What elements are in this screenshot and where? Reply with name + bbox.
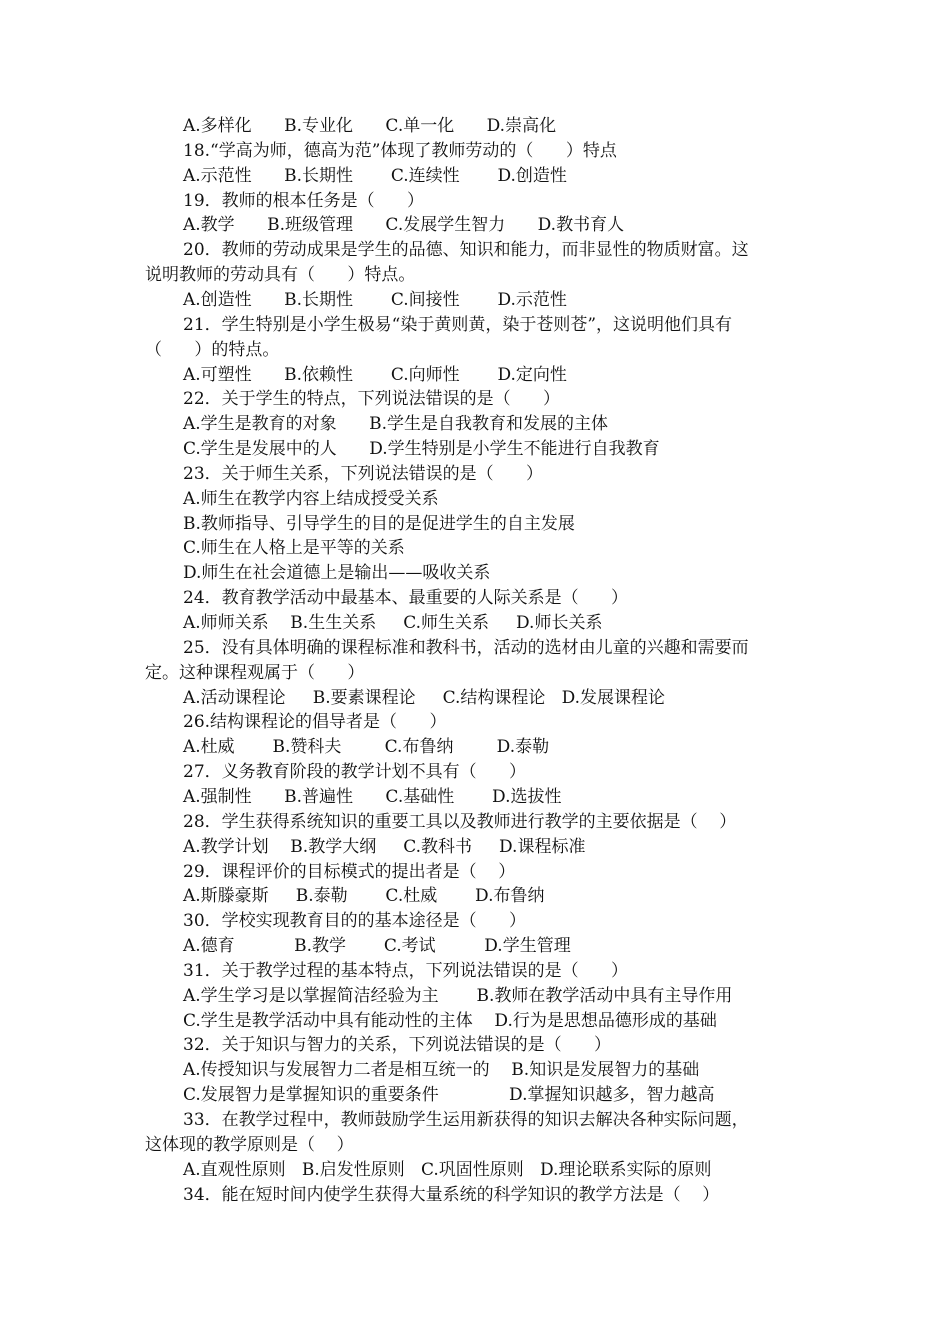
text-line: A.教学 B.班级管理 C.发展学生智力 D.教书育人 xyxy=(183,215,625,236)
text-line: A.传授知识与发展智力二者是相互统一的 B.知识是发展智力的基础 xyxy=(183,1060,700,1081)
text-line: 19．教师的根本任务是（ ） xyxy=(183,190,425,211)
text-line: 22．关于学生的特点，下列说法错误的是（ ） xyxy=(183,389,561,410)
text-line: A.教学计划 B.教学大纲 C.教科书 D.课程标准 xyxy=(183,836,586,857)
text-line: 23．关于师生关系，下列说法错误的是（ ） xyxy=(183,463,544,484)
text-line: A.师生在教学内容上结成授受关系 xyxy=(183,488,439,509)
text-line: 34．能在短时间内使学生获得大量系统的科学知识的教学方法是（ ） xyxy=(183,1184,720,1205)
text-line: 30．学校实现教育目的的基本途径是（ ） xyxy=(183,911,527,932)
text-line: 定。这种课程观属于（ ） xyxy=(145,662,365,683)
text-line: A.斯滕豪斯 B.泰勒 C.杜威 D.布鲁纳 xyxy=(183,886,545,907)
text-line: 33．在教学过程中，教师鼓励学生运用新获得的知识去解决各种实际问题， xyxy=(183,1110,749,1130)
text-line: A.德育 B.教学 C.考试 D.学生管理 xyxy=(183,936,571,957)
text-line: 29．课程评价的目标模式的提出者是（ ） xyxy=(183,861,516,882)
text-line: A.学生是教育的对象 B.学生是自我教育和发展的主体 xyxy=(183,414,608,435)
text-line: A.杜威 B.赞科夫 C.布鲁纳 D.泰勒 xyxy=(183,737,550,758)
text-line: C.学生是发展中的人 D.学生特别是小学生不能进行自我教育 xyxy=(183,439,660,460)
text-line: 这体现的教学原则是（ ） xyxy=(145,1134,354,1155)
text-line: 20．教师的劳动成果是学生的品德、知识和能力，而非显性的物质财富。这 xyxy=(183,240,749,261)
text-line: 说明教师的劳动具有（ ）特点。 xyxy=(145,265,416,286)
text-line: 31．关于教学过程的基本特点，下列说法错误的是（ ） xyxy=(183,960,629,981)
text-line: 28．学生获得系统知识的重要工具以及教师进行教学的主要依据是（ ） xyxy=(183,811,737,832)
text-line: A.学生学习是以掌握简洁经验为主 B.教师在教学活动中具有主导作用 xyxy=(183,985,733,1006)
text-line: A.创造性 B.长期性 C.间接性 D.示范性 xyxy=(183,289,567,310)
text-line: A.强制性 B.普遍性 C.基础性 D.选拔性 xyxy=(183,786,562,807)
text-line: 27．义务教育阶段的教学计划不具有（ ） xyxy=(183,762,527,783)
text-line: D.师生在社会道德上是输出——吸收关系 xyxy=(183,563,491,584)
text-line: A.可塑性 B.依赖性 C.向师性 D.定向性 xyxy=(183,364,567,385)
text-line: 18.“学高为师，德高为范”体现了教师劳动的（ ）特点 xyxy=(183,140,617,161)
text-line: 26.结构课程论的倡导者是（ ） xyxy=(183,712,447,733)
text-line: （ ）的特点。 xyxy=(145,339,280,360)
text-line: A.示范性 B.长期性 C.连续性 D.创造性 xyxy=(183,165,567,186)
text-line: B.教师指导、引导学生的目的是促进学生的自主发展 xyxy=(183,513,575,534)
text-line: 21．学生特别是小学生极易“染于黄则黄，染于苍则苍”，这说明他们具有 xyxy=(183,314,733,335)
text-line: A.多样化 B.专业化 C.单一化 D.崇高化 xyxy=(183,116,557,136)
text-line: A.直观性原则 B.启发性原则 C.巩固性原则 D.理论联系实际的原则 xyxy=(183,1159,712,1180)
text-line: A.师师关系 B.生生关系 C.师生关系 D.师长关系 xyxy=(183,613,603,633)
text-line: C.师生在人格上是平等的关系 xyxy=(183,538,405,559)
text-line: 32．关于知识与智力的关系，下列说法错误的是（ ） xyxy=(183,1035,612,1056)
text-line: C.发展智力是掌握知识的重要条件 D.掌握知识越多，智力越高 xyxy=(183,1085,715,1106)
text-line: C.学生是教学活动中具有能动性的主体 D.行为是思想品德形成的基础 xyxy=(183,1010,717,1031)
text-line: 24．教育教学活动中最基本、最重要的人际关系是（ ） xyxy=(183,588,629,609)
text-line: A.活动课程论 B.要素课程论 C.结构课程论 D.发展课程论 xyxy=(183,687,666,708)
text-line: 25．没有具体明确的课程标准和教科书，活动的选材由儿童的兴趣和需要而 xyxy=(183,637,749,658)
